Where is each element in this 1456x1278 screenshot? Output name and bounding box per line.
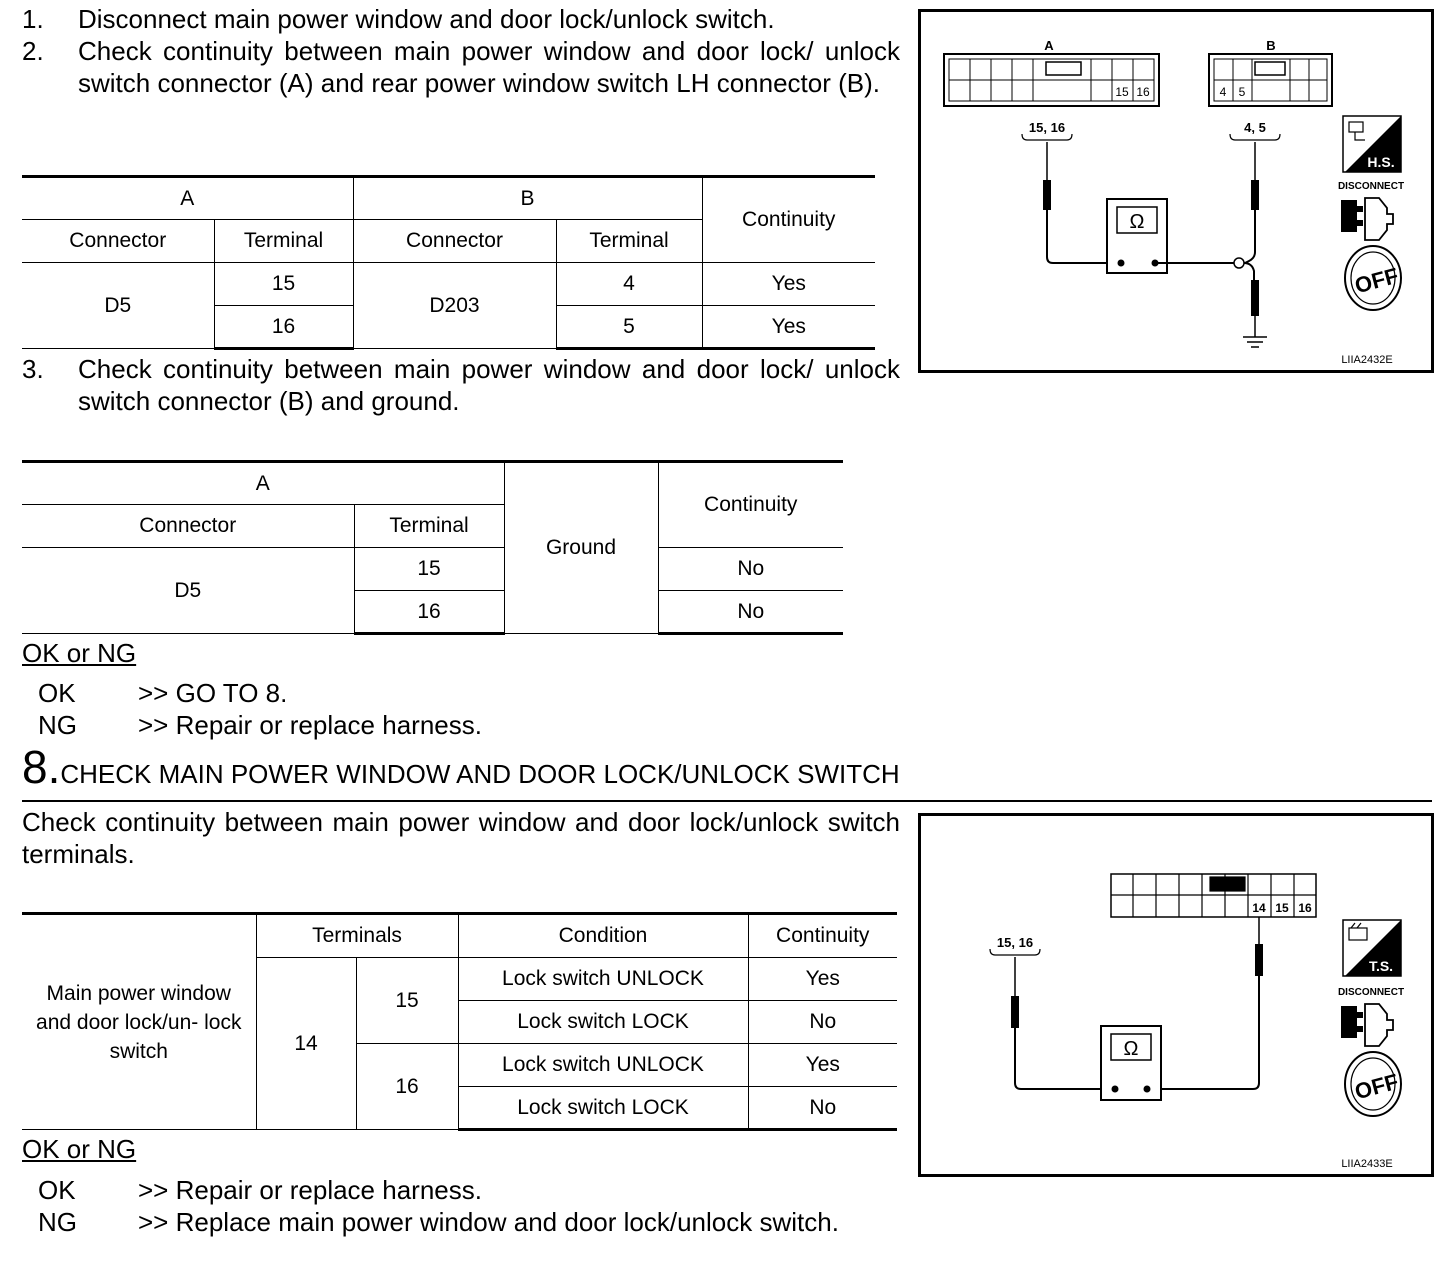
probe-left <box>1011 957 1113 1089</box>
cell-a-terminal: 15 <box>214 263 353 306</box>
figure-id: LIIA2433E <box>1341 1158 1393 1170</box>
step-text: Check continuity between main power window and door lock/ unlock switch connector (A) and rear power window switch LH connector (B). <box>78 36 900 98</box>
cell-component: Main power window and door lock/un- lock switch <box>22 914 256 1130</box>
section-heading <box>22 740 900 794</box>
header-a: A <box>22 462 504 505</box>
cell-continuity: Yes <box>702 306 875 349</box>
disconnect-label: DISCONNECT <box>1337 987 1405 998</box>
ok-label: OK <box>38 678 76 708</box>
header-condition: Condition <box>458 914 748 958</box>
section-title: CHECK MAIN POWER WINDOW AND DOOR LOCK/UNLOCK SWITCH <box>60 759 900 789</box>
ohm-symbol: Ω <box>1123 1038 1139 1060</box>
ng-result <box>38 710 838 742</box>
cell-a-connector: D5 <box>22 263 214 349</box>
cell-continuity: No <box>658 548 843 591</box>
connector-b-label: B <box>1266 38 1276 53</box>
cell-condition: Lock switch UNLOCK <box>458 1044 748 1087</box>
connector-a-label: A <box>1044 38 1054 53</box>
header-b-terminal: Terminal <box>556 220 702 263</box>
ng-action: >> Repair or replace harness. <box>138 710 482 740</box>
figure-id: LIIA2432E <box>1341 354 1393 366</box>
ok-ng-heading: OK or NG <box>22 1134 137 1164</box>
table-row <box>22 263 875 306</box>
probe-label: 15, 16 <box>996 935 1034 950</box>
header-a-terminal: Terminal <box>214 220 353 263</box>
hs-icon <box>1343 116 1401 172</box>
ohmmeter <box>1101 1026 1161 1100</box>
cell-continuity: Yes <box>748 958 897 1001</box>
step-1 <box>22 3 902 35</box>
cell-condition: Lock switch LOCK <box>458 1087 748 1130</box>
section-number: 8. <box>22 741 61 793</box>
probe-a-label: 15, 16 <box>1028 120 1066 135</box>
header-terminals: Terminals <box>256 914 458 958</box>
ts-label: T.S. <box>1368 958 1394 974</box>
disconnect-icon <box>1341 198 1393 240</box>
disconnect-label: DISCONNECT <box>1337 181 1405 192</box>
cell-b-terminal: 4 <box>556 263 702 306</box>
ng-result <box>38 1207 938 1239</box>
header-ground: Ground <box>504 462 658 634</box>
ohm-symbol: Ω <box>1129 211 1145 233</box>
off-label: OFF <box>1352 1068 1402 1105</box>
cell-terminal: 16 <box>356 1044 458 1130</box>
step-text: Disconnect main power window and door lock/unlock switch. <box>78 4 775 34</box>
cell-terminal: 16 <box>354 591 504 634</box>
section-rule <box>22 800 1432 802</box>
step-number: 3. <box>22 354 44 384</box>
ok-ng-heading: OK or NG <box>22 638 137 668</box>
continuity-table-ground <box>22 460 843 635</box>
step-number: 2. <box>22 36 44 66</box>
ok-result <box>38 1175 938 1207</box>
ok-result <box>38 678 838 710</box>
figure-switch-continuity <box>918 813 1434 1177</box>
cell-terminal: 15 <box>356 958 458 1044</box>
cell-terminal-common: 14 <box>256 958 356 1130</box>
header-a-connector: Connector <box>22 220 214 263</box>
cell-continuity: No <box>748 1001 897 1044</box>
ts-icon <box>1343 920 1401 976</box>
header-connector: Connector <box>22 505 354 548</box>
pin-5: 5 <box>1238 85 1246 99</box>
figure-2-diagram <box>921 816 1431 1174</box>
pin-15: 15 <box>1275 901 1289 915</box>
intro-text: Check continuity between main power window and door lock/unlock switch terminals. <box>22 807 900 869</box>
connector-b <box>1209 54 1332 106</box>
figure-connector-continuity <box>918 9 1434 373</box>
header-a: A <box>22 177 353 220</box>
ohmmeter <box>1107 199 1234 273</box>
cell-continuity: Yes <box>748 1044 897 1087</box>
cell-b-connector: D203 <box>353 263 556 349</box>
ng-action: >> Replace main power window and door lock/unlock switch. <box>138 1207 839 1237</box>
figure-1-diagram <box>921 12 1431 370</box>
ng-label: NG <box>38 710 77 740</box>
switch-continuity-table <box>22 912 897 1131</box>
probe-right <box>1146 917 1263 1089</box>
hs-label: H.S. <box>1367 154 1395 170</box>
cell-continuity: No <box>658 591 843 634</box>
ok-label: OK <box>38 1175 76 1205</box>
ok-action: >> Repair or replace harness. <box>138 1175 482 1205</box>
pin-16: 16 <box>1298 901 1312 915</box>
table-row <box>22 548 843 591</box>
pin-16: 16 <box>1136 85 1150 99</box>
step-number: 1. <box>22 4 44 34</box>
continuity-table-a-b <box>22 175 875 350</box>
header-b-connector: Connector <box>353 220 556 263</box>
section-intro <box>22 806 902 870</box>
ok-action: >> GO TO 8. <box>138 678 288 708</box>
ignition-off-icon <box>1345 1052 1401 1116</box>
off-label: OFF <box>1352 262 1402 299</box>
cell-condition: Lock switch LOCK <box>458 1001 748 1044</box>
ng-label: NG <box>38 1207 77 1237</box>
cell-condition: Lock switch UNLOCK <box>458 958 748 1001</box>
header-terminal: Terminal <box>354 505 504 548</box>
pin-14: 14 <box>1252 901 1266 915</box>
header-continuity: Continuity <box>658 462 843 548</box>
cell-b-terminal: 5 <box>556 306 702 349</box>
header-continuity: Continuity <box>748 914 897 958</box>
disconnect-icon <box>1341 1004 1393 1046</box>
cell-continuity: Yes <box>702 263 875 306</box>
pin-15: 15 <box>1115 85 1129 99</box>
ignition-off-icon <box>1345 246 1401 310</box>
cell-connector: D5 <box>22 548 354 634</box>
step-3 <box>22 353 902 417</box>
cell-continuity: No <box>748 1087 897 1130</box>
cell-a-terminal: 16 <box>214 306 353 349</box>
probe-b <box>1234 142 1267 347</box>
step-2 <box>22 35 902 135</box>
step-text: Check continuity between main power window and door lock/ unlock switch connector (B) and ground. <box>78 354 900 416</box>
cell-terminal: 15 <box>354 548 504 591</box>
header-continuity: Continuity <box>702 177 875 263</box>
pin-4: 4 <box>1219 85 1227 99</box>
probe-b-label: 4, 5 <box>1244 120 1266 135</box>
header-b: B <box>353 177 702 220</box>
